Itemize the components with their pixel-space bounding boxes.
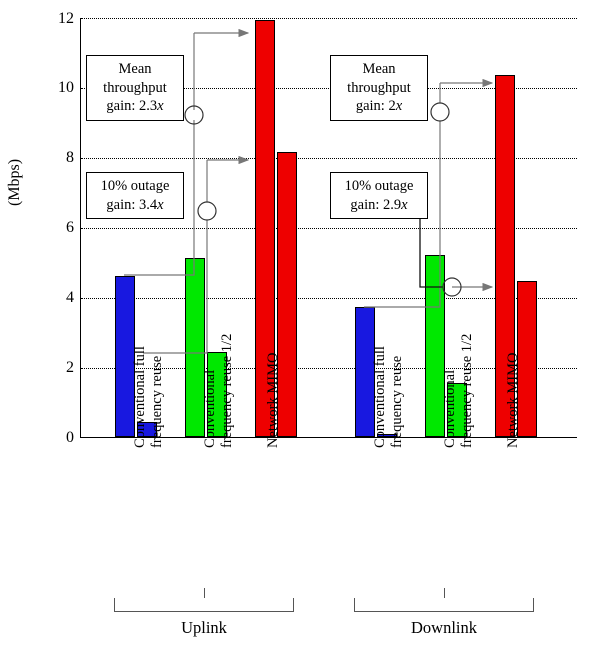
xcat-line: frequency reuse — [388, 355, 405, 448]
y-tick-label-4: 4 — [66, 289, 74, 306]
xcat-downlink-conv-full — [372, 346, 405, 448]
callout-line: Mean — [362, 61, 396, 77]
xcat-line: Conventional full — [132, 346, 148, 448]
y-tick-label-10: 10 — [58, 79, 74, 96]
xcat-uplink-conv-half — [202, 334, 235, 448]
y-tick-label-8: 8 — [66, 149, 74, 166]
brace-uplink-stem — [204, 588, 205, 598]
xcat-downlink-conv-half — [442, 334, 475, 448]
y-tick-label-0: 0 — [66, 429, 74, 446]
xcat-line: Conventional — [442, 369, 458, 448]
callout-uplink-mean — [86, 55, 184, 121]
callout-italic-x: x — [401, 196, 408, 213]
callout-italic-x: x — [157, 196, 164, 213]
xcat-line: Conventional — [202, 369, 218, 448]
xcat-line: frequency reuse 1/2 — [218, 333, 235, 448]
callout-line: 10% outage — [344, 178, 414, 194]
callout-line: throughput — [103, 79, 167, 96]
xcat-uplink-mimo: Network MIMO — [265, 352, 281, 448]
y-axis-title: (Mbps) — [6, 158, 23, 206]
callout-line: 10% outage — [100, 178, 170, 194]
xcat-downlink-mimo: Network MIMO — [505, 352, 521, 448]
group-label-uplink: Uplink — [181, 618, 227, 637]
callout-line: gain: 3.4 — [106, 196, 158, 213]
y-tick-label-2: 2 — [66, 359, 74, 376]
xcat-line: frequency reuse — [148, 355, 165, 448]
y-tick-label-6: 6 — [66, 219, 74, 236]
callout-line: gain: 2.3 — [106, 98, 158, 115]
brace-downlink — [354, 598, 534, 612]
callout-downlink-mean — [330, 55, 428, 121]
brace-uplink — [114, 598, 294, 612]
callout-italic-x: x — [157, 98, 164, 115]
xcat-line: Conventional full — [372, 346, 388, 448]
callout-line: gain: 2.9 — [350, 196, 402, 213]
callout-downlink-outage — [330, 172, 428, 219]
y-tick-label-12: 12 — [58, 10, 74, 27]
gridline-12 — [81, 18, 577, 19]
xcat-uplink-conv-full — [132, 346, 165, 448]
callout-line: gain: 2 — [355, 98, 396, 115]
xcat-line: frequency reuse 1/2 — [458, 333, 475, 448]
callout-line: Mean — [118, 61, 152, 77]
callout-italic-x: x — [395, 98, 403, 115]
callout-uplink-outage — [86, 172, 184, 219]
brace-downlink-stem — [444, 588, 445, 598]
callout-line: throughput — [347, 79, 411, 96]
group-label-downlink: Downlink — [411, 618, 477, 637]
